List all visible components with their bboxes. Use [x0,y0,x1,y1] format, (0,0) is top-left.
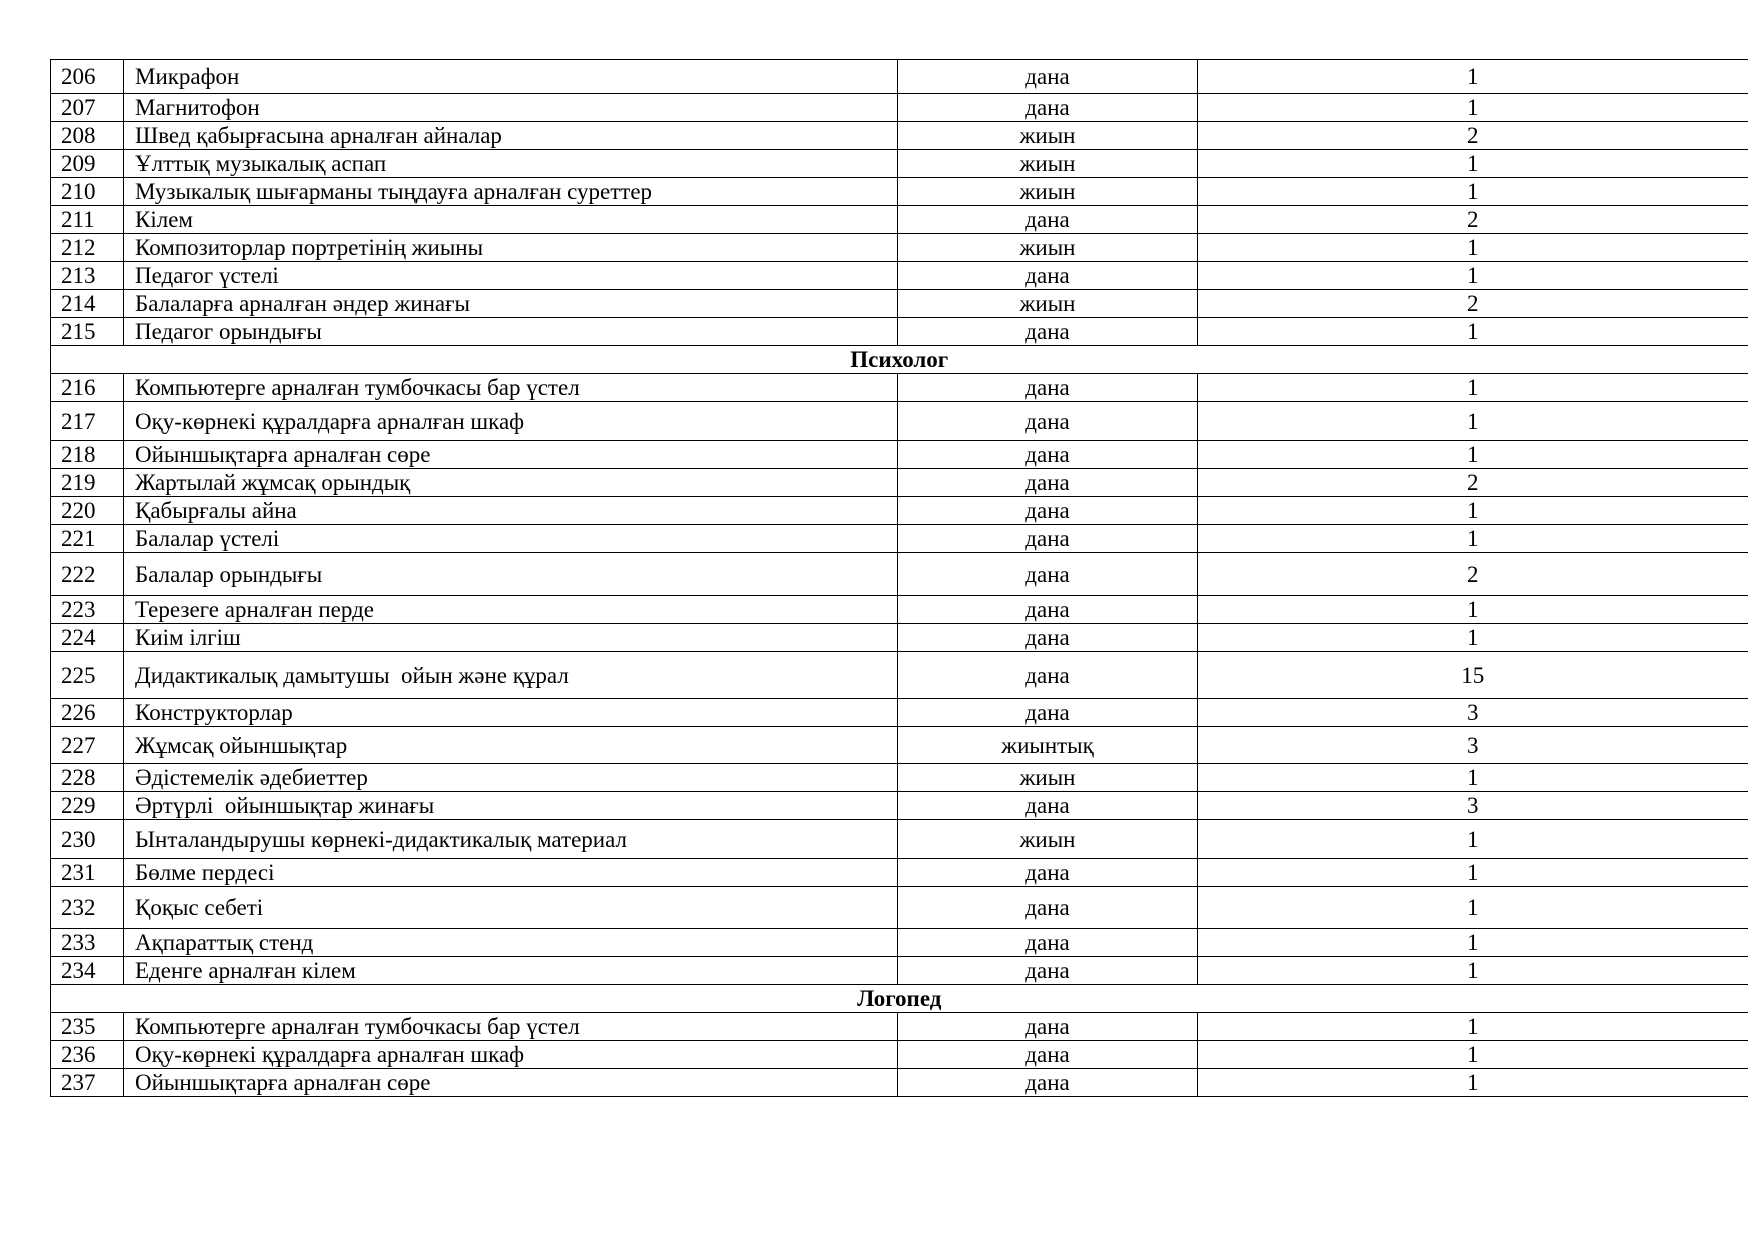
item-unit: жиын [898,234,1198,262]
table-row [51,764,1748,792]
item-unit: дана [898,553,1198,596]
row-number: 207 [51,94,124,122]
table-row [51,206,1748,234]
row-number: 223 [51,596,124,624]
row-number: 210 [51,178,124,206]
table-row [51,94,1748,122]
item-name: Балалар үстелі [124,525,898,553]
table-row [51,122,1748,150]
item-name: Компьютерге арналған тумбочкасы бар үстел [124,374,898,402]
table-row [51,1041,1748,1069]
item-quantity: 3 [1198,727,1748,764]
table-row [51,727,1748,764]
row-number: 211 [51,206,124,234]
item-quantity: 1 [1198,624,1748,652]
row-number: 219 [51,469,124,497]
item-name: Ойыншықтарға арналған сөре [124,1069,898,1097]
item-unit: дана [898,699,1198,727]
row-number: 212 [51,234,124,262]
row-number: 216 [51,374,124,402]
item-name: Оқу-көрнекі құралдарға арналған шкаф [124,402,898,441]
table-row [51,596,1748,624]
item-quantity: 1 [1198,402,1748,441]
table-row [51,652,1748,699]
item-quantity: 2 [1198,290,1748,318]
item-name: Кілем [124,206,898,234]
section-title: Логопед [51,985,1748,1013]
table-row [51,792,1748,820]
item-quantity: 2 [1198,206,1748,234]
item-quantity: 1 [1198,764,1748,792]
item-name: Компьютерге арналған тумбочкасы бар үстел [124,1013,898,1041]
item-quantity: 3 [1198,699,1748,727]
item-unit: дана [898,402,1198,441]
item-quantity: 1 [1198,1013,1748,1041]
item-quantity: 1 [1198,957,1748,985]
item-quantity: 1 [1198,178,1748,206]
item-quantity: 1 [1198,929,1748,957]
item-unit: дана [898,469,1198,497]
row-number: 228 [51,764,124,792]
item-quantity: 2 [1198,122,1748,150]
item-unit: дана [898,887,1198,929]
item-quantity: 1 [1198,1041,1748,1069]
table-row [51,553,1748,596]
item-quantity: 1 [1198,887,1748,929]
item-quantity: 3 [1198,792,1748,820]
item-unit: дана [898,374,1198,402]
table-row [51,929,1748,957]
item-quantity: 1 [1198,94,1748,122]
item-quantity: 1 [1198,374,1748,402]
item-unit: дана [898,441,1198,469]
row-number: 229 [51,792,124,820]
item-unit: дана [898,262,1198,290]
item-quantity: 1 [1198,441,1748,469]
item-unit: жиын [898,290,1198,318]
item-name: Әртүрлі ойыншықтар жинағы [124,792,898,820]
table-row [51,820,1748,859]
row-number: 230 [51,820,124,859]
item-unit: дана [898,929,1198,957]
row-number: 227 [51,727,124,764]
item-quantity: 1 [1198,318,1748,346]
item-name: Бөлме пердесі [124,859,898,887]
table-row [51,469,1748,497]
table-row [51,441,1748,469]
item-unit: дана [898,206,1198,234]
item-name: Еденге арналған кілем [124,957,898,985]
item-quantity: 1 [1198,497,1748,525]
table-row [51,318,1748,346]
row-number: 209 [51,150,124,178]
table-row [51,624,1748,652]
section-header-row [51,346,1748,374]
item-unit: дана [898,624,1198,652]
item-name: Микрафон [124,60,898,94]
row-number: 206 [51,60,124,94]
table-row [51,1069,1748,1097]
item-name: Қоқыс себеті [124,887,898,929]
inventory-document [50,59,1747,1097]
item-unit: дана [898,525,1198,553]
row-number: 214 [51,290,124,318]
table-row [51,859,1748,887]
row-number: 234 [51,957,124,985]
row-number: 221 [51,525,124,553]
item-name: Жартылай жұмсақ орындық [124,469,898,497]
item-name: Жұмсақ ойыншықтар [124,727,898,764]
table-row [51,957,1748,985]
item-quantity: 1 [1198,60,1748,94]
inventory-table [50,59,1748,1097]
item-quantity: 1 [1198,525,1748,553]
item-unit: жиын [898,150,1198,178]
table-row [51,402,1748,441]
item-unit: дана [898,94,1198,122]
item-name: Ойыншықтарға арналған сөре [124,441,898,469]
item-name: Дидактикалық дамытушы ойын және құрал [124,652,898,699]
item-unit: дана [898,60,1198,94]
item-name: Қабырғалы айна [124,497,898,525]
item-unit: дана [898,652,1198,699]
item-name: Конструкторлар [124,699,898,727]
row-number: 232 [51,887,124,929]
row-number: 222 [51,553,124,596]
table-row [51,60,1748,94]
item-unit: дана [898,1069,1198,1097]
item-unit: дана [898,792,1198,820]
row-number: 208 [51,122,124,150]
item-unit: дана [898,1013,1198,1041]
item-name: Балаларға арналған әндер жинағы [124,290,898,318]
item-name: Педагог үстелі [124,262,898,290]
item-quantity: 1 [1198,234,1748,262]
item-quantity: 1 [1198,820,1748,859]
table-row [51,1013,1748,1041]
row-number: 235 [51,1013,124,1041]
inventory-table-body [51,60,1748,1097]
section-header-row [51,985,1748,1013]
item-name: Музыкалық шығарманы тыңдауға арналған суреттер [124,178,898,206]
item-quantity: 2 [1198,553,1748,596]
item-unit: жиын [898,122,1198,150]
item-quantity: 1 [1198,150,1748,178]
item-quantity: 1 [1198,596,1748,624]
item-unit: дана [898,957,1198,985]
item-quantity: 1 [1198,262,1748,290]
item-name: Педагог орындығы [124,318,898,346]
item-unit: жиын [898,178,1198,206]
item-name: Магнитофон [124,94,898,122]
item-name: Швед қабырғасына арналған айналар [124,122,898,150]
item-quantity: 15 [1198,652,1748,699]
item-name: Оқу-көрнекі құралдарға арналған шкаф [124,1041,898,1069]
table-row [51,150,1748,178]
item-unit: дана [898,497,1198,525]
table-row [51,887,1748,929]
item-quantity: 1 [1198,1069,1748,1097]
item-name: Әдістемелік әдебиеттер [124,764,898,792]
row-number: 226 [51,699,124,727]
row-number: 224 [51,624,124,652]
row-number: 213 [51,262,124,290]
table-row [51,178,1748,206]
item-name: Ынталандырушы көрнекі-дидактикалық материал [124,820,898,859]
item-name: Терезеге арналған перде [124,596,898,624]
item-unit: дана [898,596,1198,624]
item-name: Ұлттық музыкалық аспап [124,150,898,178]
item-quantity: 1 [1198,859,1748,887]
row-number: 220 [51,497,124,525]
row-number: 236 [51,1041,124,1069]
table-row [51,374,1748,402]
row-number: 218 [51,441,124,469]
item-unit: дана [898,318,1198,346]
item-unit: жиын [898,820,1198,859]
item-unit: жиынтық [898,727,1198,764]
table-row [51,290,1748,318]
item-name: Ақпараттық стенд [124,929,898,957]
row-number: 233 [51,929,124,957]
item-unit: дана [898,859,1198,887]
table-row [51,234,1748,262]
row-number: 237 [51,1069,124,1097]
item-name: Балалар орындығы [124,553,898,596]
item-name: Киім ілгіш [124,624,898,652]
item-quantity: 2 [1198,469,1748,497]
row-number: 217 [51,402,124,441]
row-number: 225 [51,652,124,699]
row-number: 231 [51,859,124,887]
table-row [51,525,1748,553]
row-number: 215 [51,318,124,346]
section-title: Психолог [51,346,1748,374]
item-unit: дана [898,1041,1198,1069]
table-row [51,497,1748,525]
table-row [51,699,1748,727]
item-unit: жиын [898,764,1198,792]
table-row [51,262,1748,290]
item-name: Композиторлар портретінің жиыны [124,234,898,262]
